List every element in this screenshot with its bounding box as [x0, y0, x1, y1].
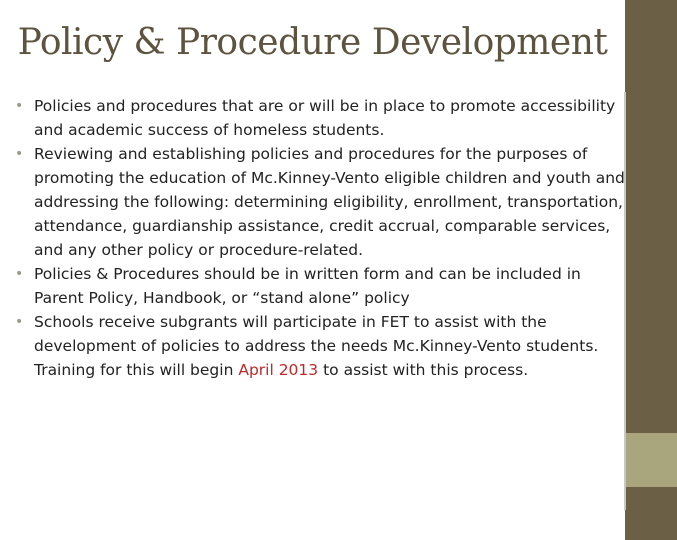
bullet-text: Policies & Procedures should be in written form and can be included in Parent Policy, Handbook, or “stand alone” policy — [34, 265, 581, 307]
bullet-list — [14, 94, 626, 382]
bullet-text: Policies and procedures that are or will be in place to promote accessibility and academic success of homeless students. — [34, 97, 616, 139]
bullet-text: Reviewing and establishing policies and procedures for the purposes of promoting the education of Mc.Kinney-Vento eligible children and youth and addressing the following: determining eligibility, enrollment, transportation, attendance, guardianship assistance, credit accrual, comparable services, and any other policy or procedure-related. — [34, 145, 625, 259]
bullet-item — [14, 310, 626, 382]
slide-title: Policy & Procedure Development — [17, 22, 608, 63]
bullet-icon: • — [15, 266, 24, 282]
bullet-item — [14, 142, 626, 262]
bullet-icon: • — [15, 98, 24, 114]
bullet-text-end: to assist with this process. — [318, 361, 529, 379]
bullet-icon: • — [15, 314, 24, 330]
decorative-sidebar-accent — [625, 433, 677, 487]
bullet-item — [14, 94, 626, 142]
bullet-item — [14, 262, 626, 310]
bullet-icon: • — [15, 146, 24, 162]
highlighted-date: April 2013 — [238, 361, 319, 379]
bullet-text-start: Schools receive subgrants will participate in FET to assist with the development of policies to address the needs Mc.Kinney-Vento students. Training for this will begin — [34, 313, 599, 379]
